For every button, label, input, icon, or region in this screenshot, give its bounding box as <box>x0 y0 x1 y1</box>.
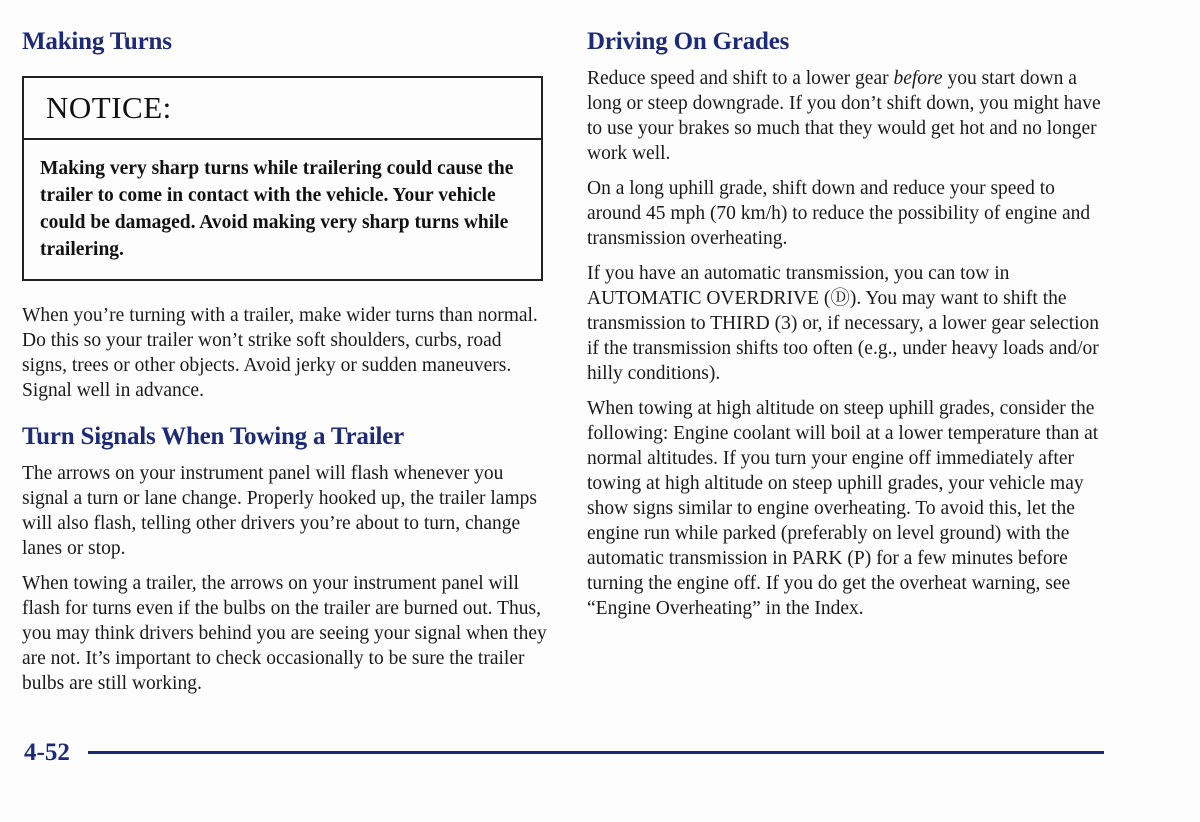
paragraph-altitude: When towing at high altitude on steep uphill grades, consider the following: Engine coolant will boil at a lower temperature than at normal altitudes. If you turn your engine off immediately after towing at high altitude on steep uphill grades, your vehicle may show signs similar to engine overheating. To avoid this, let the engine run while parked (preferably on level ground) with the automatic transmission in PARK (P) for a few minutes before turning the engine off. If you do get the overheat warning, see “Engine Overheating” in the Index. <box>587 398 1099 619</box>
right-column <box>587 26 1107 621</box>
paragraph-downgrade-start: Reduce speed and shift to a lower gear <box>587 68 894 89</box>
footer-rule <box>88 751 1104 754</box>
notice-body: Making very sharp turns while trailering could cause the trailer to come in contact with the vehicle. Your vehicle could be damaged. Avoid making very sharp turns while trailering. <box>40 158 514 260</box>
paragraph-bulbs: When towing a trailer, the arrows on your instrument panel will flash for turns even if the bulbs on the trailer are burned out. Thus, you may think drivers behind you are seeing your signal when they are not. It’s important to check occasionally to be sure the trailer bulbs are still working. <box>22 573 547 694</box>
paragraph-arrows: The arrows on your instrument panel will flash whenever you signal a turn or lane change. Properly hooked up, the trailer lamps will also flash, telling other drivers you’re about to turn, change lanes or stop. <box>22 463 537 559</box>
left-column <box>22 26 547 696</box>
page-number: 4-52 <box>24 739 70 766</box>
paragraph-downgrade-end: you start down a long or steep downgrade. If you don’t shift down, you might have to use your brakes so much that they would get hot and no longer work well. <box>587 68 1101 164</box>
page-footer <box>24 738 70 768</box>
notice-title: NOTICE: <box>24 78 541 140</box>
paragraph-turning: When you’re turning with a trailer, make wider turns than normal. Do this so your trailer won’t strike soft shoulders, curbs, road signs, trees or other objects. Avoid jerky or sudden maneuvers. Signal well in advance. <box>22 305 538 401</box>
notice-box <box>22 76 543 281</box>
paragraph-downgrade <box>587 66 1107 166</box>
heading-making-turns: Making Turns <box>22 28 172 55</box>
paragraph-automatic: If you have an automatic transmission, you can tow in AUTOMATIC OVERDRIVE (Ⓓ). You may want to shift the transmission to THIRD (3) or, if necessary, a lower gear selection if the transmission shifts too often (e.g., under heavy loads and/or hilly conditions). <box>587 263 1100 384</box>
paragraph-uphill: On a long uphill grade, shift down and reduce your speed to around 45 mph (70 km/h) to reduce the possibility of engine and transmission overheating. <box>587 178 1091 249</box>
heading-turn-signals: Turn Signals When Towing a Trailer <box>22 423 404 450</box>
paragraph-downgrade-emphasis: before <box>893 68 943 89</box>
heading-driving-on-grades: Driving On Grades <box>587 28 790 55</box>
